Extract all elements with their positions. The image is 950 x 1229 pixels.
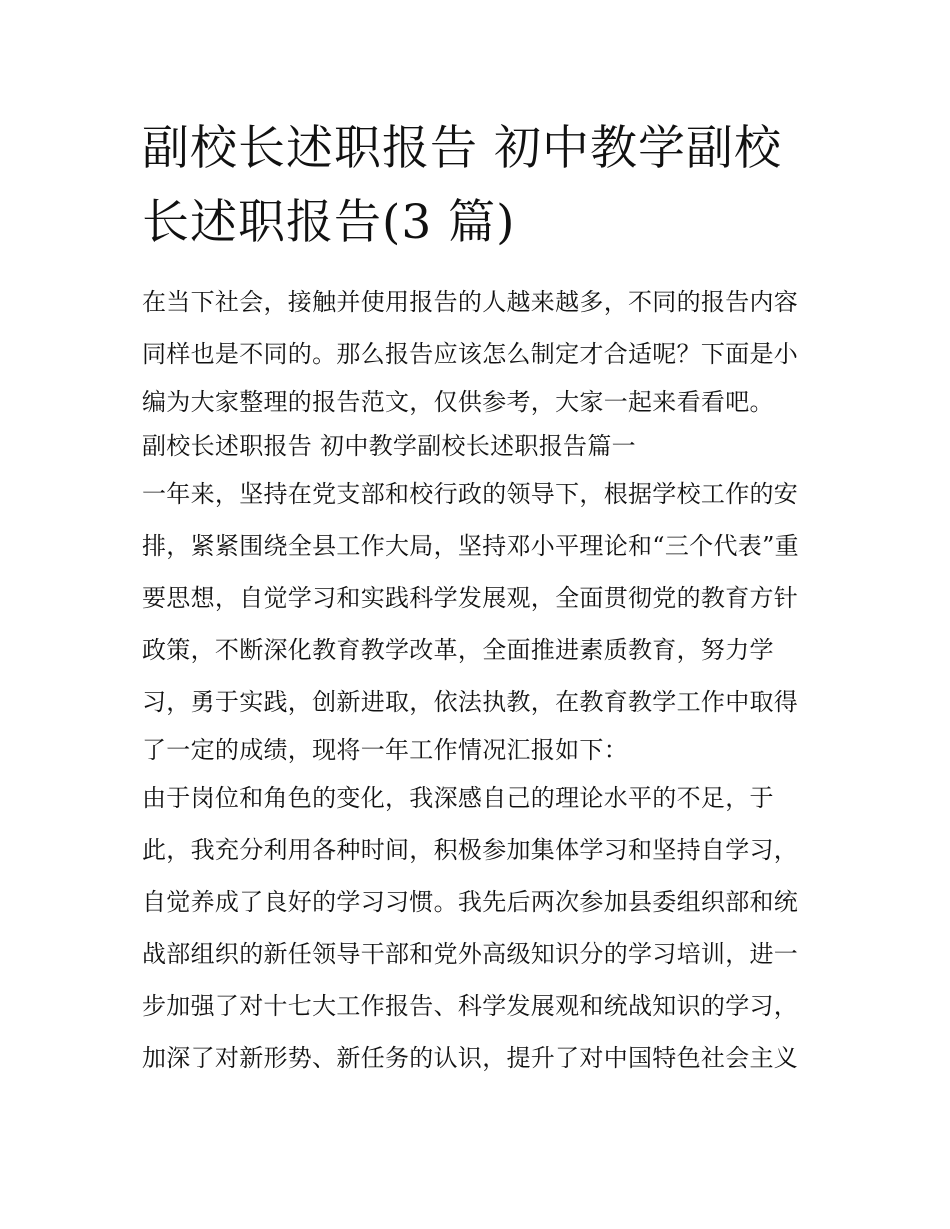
title-line: 副校长述职报告 初中教学副校 [142,121,782,176]
intro-line: 在当下社会，接触并使用报告的人越来越多，不同的报告内容 [142,288,799,316]
intro-line: 同样也是不同的。那么报告应该怎么制定才合适呢？下面是小 [142,340,799,368]
paragraph-line: 由于岗位和角色的变化，我深感自己的理论水平的不足，于 [142,784,774,812]
paragraph-line: 要思想，自觉学习和实践科学发展观，全面贯彻党的教育方针 [142,584,799,612]
body-paragraph-1 [142,468,814,772]
paragraph-line: 步加强了对十七大工作报告、科学发展观和统战知识的学习， [142,992,799,1020]
paragraph-line: 此，我充分利用各种时间，积极参加集体学习和坚持自学习， [142,836,799,864]
paragraph-line: 习，勇于实践，创新进取，依法执教，在教育教学工作中取得 [142,688,799,716]
body-paragraph-2 [142,772,814,1084]
section-heading: 副校长述职报告 初中教学副校长述职报告篇一 [142,432,636,460]
paragraph-line: 一年来，坚持在党支部和校行政的领导下，根据学校工作的安 [142,480,799,508]
paragraph-line: 加深了对新形势、新任务的认识，提升了对中国特色社会主义 [142,1044,799,1072]
paragraph-line: 排，紧紧围绕全县工作大局，坚持邓小平理论和“三个代表”重 [142,532,799,560]
paragraph-line: 自觉养成了良好的学习习惯。我先后两次参加县委组织部和统 [142,888,799,916]
paragraph-line: 政策，不断深化教育教学改革，全面推进素质教育，努力学 [142,636,774,664]
document-page [142,112,814,1084]
paragraph-line: 了一定的成绩，现将一年工作情况汇报如下： [142,736,628,764]
document-title [142,112,814,260]
intro-line: 编为大家整理的报告范文，仅供参考，大家一起来看看吧。 [142,388,774,416]
intro-paragraph [142,276,814,424]
title-line: 长述职报告(3 篇) [142,195,516,250]
paragraph-line: 战部组织的新任领导干部和党外高级知识分的学习培训，进一 [142,940,799,968]
